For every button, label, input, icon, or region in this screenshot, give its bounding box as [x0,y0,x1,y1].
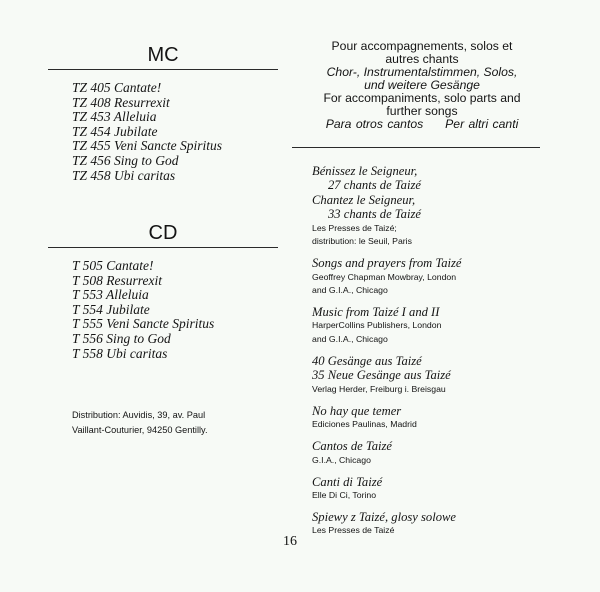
publication [312,256,552,297]
publication-title: 40 Gesänge aus Taizé [312,353,422,368]
header-rule [292,147,540,148]
header-it: Per altri canti [445,117,519,131]
distribution-note [72,408,208,437]
cd-item: T 558 Ubi caritas [72,345,168,361]
header-de-line: und weitere Gesänge [364,78,480,92]
publication-title: Songs and prayers from Taizé [312,256,462,271]
publication-detail: and G.I.A., Chicago [312,285,388,296]
mc-item: TZ 408 Resurrexit [72,94,170,110]
cd-item: T 555 Veni Sancte Spiritus [72,316,215,332]
publication [312,354,552,396]
mc-item: TZ 458 Ubi caritas [72,167,176,183]
mc-list [72,81,222,183]
publication [312,439,552,467]
publication [312,305,552,346]
mc-item: TZ 454 Jubilate [72,123,158,139]
mc-rule [48,69,278,70]
publication-title: 35 Neue Gesänge aus Taizé [312,368,451,383]
publication-title: 33 chants de Taizé [328,207,421,222]
publication-detail: and G.I.A., Chicago [312,333,388,344]
header-fr-line: Pour accompagnements, solos et [331,39,513,53]
cd-item: T 553 Alleluia [72,287,149,303]
cd-item: T 556 Sing to God [72,330,171,346]
publication-title: Music from Taizé I and II [312,305,440,320]
publication-detail: Les Presses de Taizé; [312,222,397,233]
publication-detail: Les Presses de Taizé [312,525,395,536]
header-de-line: Chor-, Instrumentalstimmen, Solos, [326,65,518,79]
cd-rule [48,247,278,248]
publication-title: 27 chants de Taizé [328,178,421,193]
cd-list [72,259,214,361]
cd-item: T 505 Cantate! [72,258,154,273]
header-es-it-line [292,118,552,131]
header-es: Para otros cantos [325,117,424,131]
publication-title: Bénissez le Seigneur, [312,164,418,178]
distribution-line: Distribution: Auvidis, 39, av. Paul [72,410,206,420]
mc-item: TZ 405 Cantate! [72,80,162,95]
publication-detail: Geoffrey Chapman Mowbray, London [312,271,457,282]
publication-detail: distribution: le Seuil, Paris [312,236,412,247]
publication [312,475,552,503]
publication-title: Canti di Taizé [312,474,383,489]
mc-item: TZ 456 Sing to God [72,152,179,168]
publication-title: Cantos de Taizé [312,439,393,454]
publication-detail: Ediciones Paulinas, Madrid [312,419,417,430]
header-fr-line: autres chants [385,52,459,66]
cd-heading: CD [148,222,178,244]
cd-item: T 554 Jubilate [72,301,150,317]
publication-detail: G.I.A., Chicago [312,454,371,465]
publication-detail: HarperCollins Publishers, London [312,320,442,331]
publication-detail: Elle Di Ci, Torino [312,489,377,500]
publication-title: Chantez le Seigneur, [312,192,416,207]
header-en-line: further songs [386,104,458,118]
publication [312,164,552,249]
accompaniments-header [292,40,552,131]
publications-list [312,164,552,545]
publication-title: Spiewy z Taizé, glosy solowe [312,509,457,524]
page-number: 16 [283,534,297,549]
header-en-line: For accompaniments, solo parts and [323,91,521,105]
distribution-line: Vaillant-Couturier, 94250 Gentilly. [72,424,208,435]
publication-title: No hay que temer [312,403,402,418]
mc-heading: MC [147,44,179,66]
mc-item: TZ 453 Alleluia [72,109,157,125]
mc-item: TZ 455 Veni Sancte Spiritus [72,138,223,154]
publication-detail: Verlag Herder, Freiburg i. Breisgau [312,383,446,394]
cd-item: T 508 Resurrexit [72,272,162,288]
publication [312,404,552,432]
